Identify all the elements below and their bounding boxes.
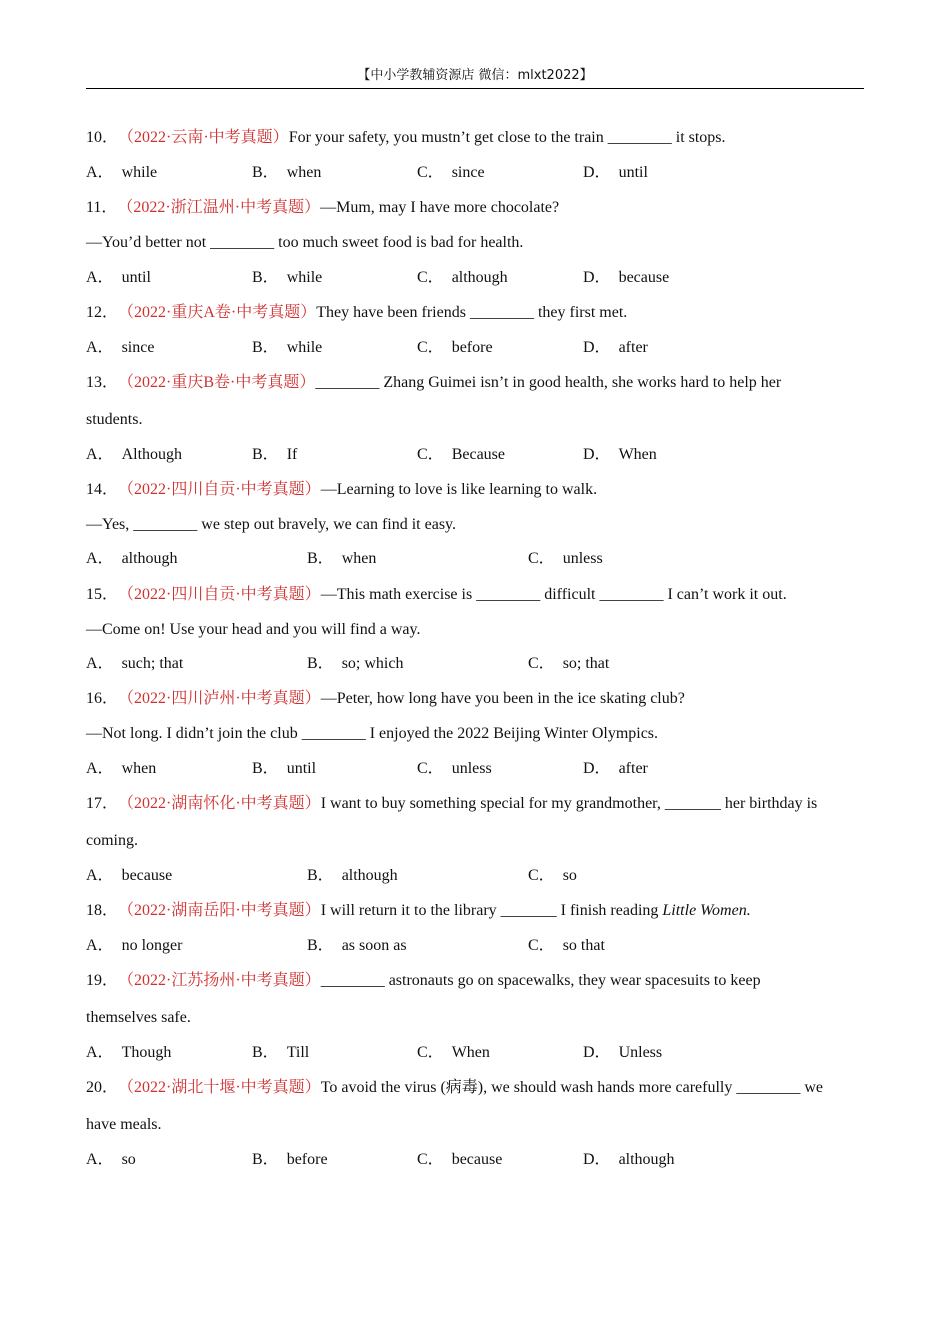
option-a[interactable]: A． Though: [86, 1044, 172, 1061]
option-b[interactable]: B． while: [252, 339, 323, 356]
option-a[interactable]: A． until: [86, 269, 151, 286]
option-a[interactable]: A． such; that: [86, 655, 184, 672]
question-source: （2022·四川泸州·中考真题）: [118, 690, 321, 707]
question-source: （2022·湖北十堰·中考真题）: [118, 1079, 321, 1096]
option-c[interactable]: C． because: [417, 1151, 503, 1168]
question-19: [86, 971, 761, 991]
question-text-line: coming.: [86, 832, 138, 849]
question-text-line: —You’d better not ________ too much sweet food is bad for health.: [86, 234, 524, 251]
option-a[interactable]: A． so: [86, 1151, 136, 1168]
question-source: （2022·四川自贡·中考真题）: [118, 586, 321, 603]
question-source: （2022·云南·中考真题）: [118, 129, 289, 146]
option-b[interactable]: B． when: [307, 550, 377, 567]
option-b[interactable]: B． when: [252, 164, 322, 181]
question-number: 13．: [86, 374, 119, 391]
page-header: 【中小学教辅资源店 微信：mlxt2022】: [86, 66, 864, 89]
option-b[interactable]: B． so; which: [307, 655, 404, 672]
question-number: 19．: [86, 972, 119, 989]
book-title: Little Women.: [662, 902, 751, 919]
question-text-line: have meals.: [86, 1116, 162, 1133]
option-c[interactable]: C． before: [417, 339, 493, 356]
question-source: （2022·重庆A卷·中考真题）: [118, 304, 317, 321]
question-number: 12．: [86, 304, 119, 321]
option-c[interactable]: C． Because: [417, 446, 505, 463]
question-text-line: —Come on! Use your head and you will find a way.: [86, 621, 421, 638]
option-b[interactable]: B． Till: [252, 1044, 310, 1061]
option-c[interactable]: C． since: [417, 164, 485, 181]
option-a[interactable]: A． when: [86, 760, 157, 777]
question-source: （2022·浙江温州·中考真题）: [117, 199, 321, 216]
question-number: 18．: [86, 902, 119, 919]
question-text-line: themselves safe.: [86, 1009, 191, 1026]
option-d[interactable]: D． until: [583, 164, 648, 181]
question-20: [86, 1078, 823, 1098]
option-c[interactable]: C． although: [417, 269, 508, 286]
question-text: They have been friends ________ they first met.: [316, 304, 628, 321]
option-d[interactable]: D． after: [583, 339, 648, 356]
question-text-line: —Not long. I didn’t join the club ________ I enjoyed the 2022 Beijing Winter Olympics.: [86, 725, 659, 742]
question-number: 11．: [86, 199, 118, 216]
option-c[interactable]: C． so: [528, 867, 577, 884]
question-text: —Mum, may I have more chocolate?: [320, 199, 560, 216]
option-d[interactable]: D． because: [583, 269, 670, 286]
question-18: [86, 901, 751, 921]
question-source: （2022·江苏扬州·中考真题）: [118, 972, 321, 989]
option-b[interactable]: B． If: [252, 446, 298, 463]
option-c[interactable]: C． so; that: [528, 655, 610, 672]
option-c[interactable]: C． so that: [528, 937, 605, 954]
option-c[interactable]: C． When: [417, 1044, 490, 1061]
option-a[interactable]: A． since: [86, 339, 155, 356]
option-c[interactable]: C． unless: [417, 760, 492, 777]
question-10: [86, 128, 726, 148]
question-number: 17．: [86, 795, 119, 812]
option-d[interactable]: D． after: [583, 760, 648, 777]
question-number: 10．: [86, 129, 119, 146]
question-text: I want to buy something special for my grandmother, _______ her birthday is: [320, 795, 818, 812]
question-13: [86, 373, 781, 393]
option-b[interactable]: B． while: [252, 269, 323, 286]
option-a[interactable]: A． while: [86, 164, 158, 181]
question-text: —Peter, how long have you been in the ice skating club?: [320, 690, 685, 707]
question-text: —Learning to love is like learning to walk.: [320, 481, 598, 498]
question-number: 15．: [86, 586, 119, 603]
question-text: ________ Zhang Guimei isn’t in good health, she works hard to help her: [315, 374, 782, 391]
option-b[interactable]: B． although: [307, 867, 398, 884]
question-source: （2022·湖南怀化·中考真题）: [118, 795, 321, 812]
question-number: 14．: [86, 481, 119, 498]
option-b[interactable]: B． until: [252, 760, 317, 777]
question-text: —This math exercise is ________ difficult ________ I can’t work it out.: [320, 586, 787, 603]
question-15: [86, 585, 787, 605]
option-c[interactable]: C． unless: [528, 550, 603, 567]
question-14: [86, 480, 597, 500]
option-d[interactable]: D． When: [583, 446, 657, 463]
question-12: [86, 303, 627, 323]
question-17: [86, 794, 817, 814]
question-11: [86, 198, 559, 218]
question-number: 20．: [86, 1079, 119, 1096]
question-16: [86, 689, 685, 709]
question-source: （2022·湖南岳阳·中考真题）: [118, 902, 321, 919]
option-a[interactable]: A． although: [86, 550, 178, 567]
option-d[interactable]: D． although: [583, 1151, 675, 1168]
option-b[interactable]: B． before: [252, 1151, 328, 1168]
option-d[interactable]: D． Unless: [583, 1044, 663, 1061]
question-source: （2022·四川自贡·中考真题）: [118, 481, 321, 498]
question-text-line: —Yes, ________ we step out bravely, we can find it easy.: [86, 516, 457, 533]
option-a[interactable]: A． because: [86, 867, 173, 884]
question-number: 16．: [86, 690, 119, 707]
question-text: I will return it to the library _______ I finish reading: [320, 902, 663, 919]
question-text: ________ astronauts go on spacewalks, they wear spacesuits to keep: [320, 972, 761, 989]
option-a[interactable]: A． no longer: [86, 937, 183, 954]
option-b[interactable]: B． as soon as: [307, 937, 407, 954]
option-a[interactable]: A． Although: [86, 446, 183, 463]
question-text-line: students.: [86, 411, 143, 428]
question-text: To avoid the virus (病毒), we should wash hands more carefully ________ we: [320, 1079, 824, 1096]
question-source: （2022·重庆B卷·中考真题）: [118, 374, 316, 391]
question-text: For your safety, you mustn’t get close to the train ________ it stops.: [288, 129, 726, 146]
